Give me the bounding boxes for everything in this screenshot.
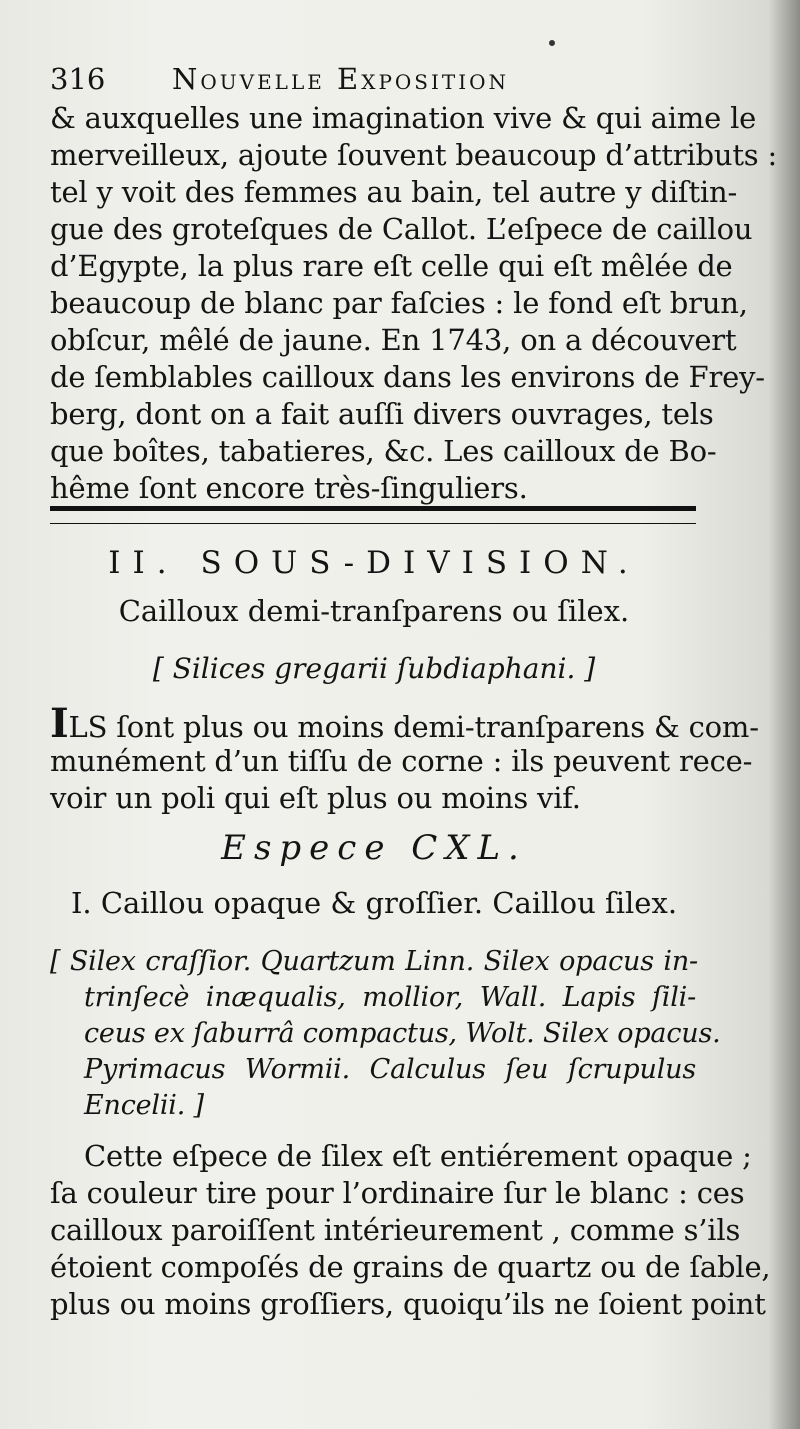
text-line: & auxquelles une imagination vive & qui aime le: [50, 101, 757, 135]
page-number: 316: [50, 62, 106, 96]
text-line: beaucoup de blanc par faſcies : le fond eſt brun,: [50, 286, 748, 320]
synonym-line: trinſecè inæqualis, mollior, Wall. Lapis ſili-: [84, 982, 696, 1013]
text-line: cailloux paroiſſent intérieurement , comme s’ils: [50, 1213, 741, 1247]
section-heading: II. SOUS-DIVISION.: [108, 545, 640, 581]
synonym-line: [ Silex craſſior. Quartzum Linn. Silex opacus in-: [50, 946, 698, 977]
text-line: voir un poli qui eſt plus ou moins vif.: [50, 781, 581, 815]
text-line: ſa couleur tire pour l’ordinaire ſur le blanc : ces: [50, 1176, 745, 1210]
text-line: que boîtes, tabatieres, &c. Les cailloux de Bo-: [50, 434, 717, 468]
text-line: plus ou moins groſſiers, quoiqu’ils ne ſoient point: [50, 1287, 766, 1321]
latin-name: [ Silices gregarii ſubdiaphani. ]: [152, 652, 596, 685]
synonym-line: Pyrimacus Wormii. Calculus ſeu ſcrupulus: [84, 1054, 696, 1085]
section-rule: [50, 506, 696, 524]
species-item: I. Caillou opaque & groſſier. Caillou ſilex.: [70, 886, 678, 920]
drop-cap: I: [50, 700, 69, 747]
section-subtitle: Cailloux demi-tranſparens ou ſilex.: [118, 594, 630, 628]
text-line: tel y voit des femmes au bain, tel autre y diſtin-: [50, 175, 738, 209]
text-line: berg, dont on a fait auſſi divers ouvrages, tels: [50, 397, 714, 431]
text-line: hême ſont encore très-ſinguliers.: [50, 471, 528, 505]
text-line: étoient compoſés de grains de quartz ou de ſable,: [50, 1250, 771, 1284]
running-title: Nouvelle Exposition: [172, 62, 510, 96]
synonym-line: ceus ex ſaburrâ compactus, Wolt. Silex opacus.: [84, 1018, 721, 1049]
text-line: obſcur, mêlé de jaune. En 1743, on a découvert: [50, 323, 737, 357]
text-line: merveilleux, ajoute ſouvent beaucoup d’attributs :: [50, 138, 778, 172]
text-line: gue des groteſques de Callot. L’eſpece de caillou: [50, 212, 753, 246]
text-line: Cette eſpece de ſilex eſt entiérement opaque ;: [84, 1139, 752, 1173]
text-line-rest: LS ſont plus ou moins demi-tranſparens & com-: [68, 710, 759, 744]
species-heading: Espece CXL.: [221, 828, 527, 868]
text-line: [50, 700, 759, 747]
synonym-line: Encelii. ]: [84, 1090, 204, 1121]
ink-dot: [549, 40, 555, 46]
text-line: de ſemblables cailloux dans les environs de Frey-: [50, 360, 765, 394]
text-line: munément d’un tiſſu de corne : ils peuvent rece-: [50, 744, 753, 778]
text-line: d’Egypte, la plus rare eſt celle qui eſt mêlée de: [50, 249, 733, 283]
